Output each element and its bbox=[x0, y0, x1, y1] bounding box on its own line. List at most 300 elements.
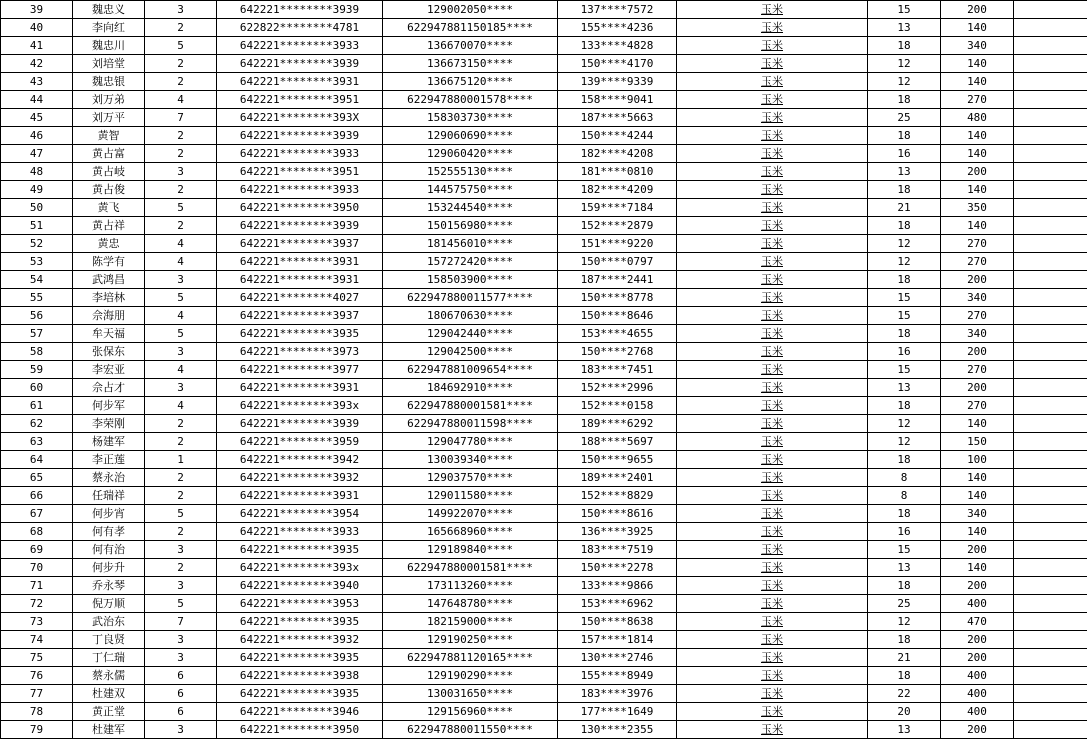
phone-cell[interactable]: 158****9041 bbox=[558, 91, 677, 109]
serial-number-cell[interactable]: 54 bbox=[1, 271, 73, 289]
name-cell[interactable]: 丁良贤 bbox=[73, 631, 145, 649]
amount-cell[interactable]: 400 bbox=[941, 667, 1014, 685]
remark-cell[interactable] bbox=[1014, 343, 1087, 361]
bank-account-cell[interactable]: 136675120**** bbox=[383, 73, 558, 91]
serial-number-cell[interactable]: 61 bbox=[1, 397, 73, 415]
crop-cell[interactable]: 玉米 bbox=[677, 163, 868, 181]
area-cell[interactable]: 13 bbox=[868, 379, 941, 397]
bank-account-cell[interactable]: 152555130**** bbox=[383, 163, 558, 181]
amount-cell[interactable]: 470 bbox=[941, 613, 1014, 631]
bank-account-cell[interactable]: 147648780**** bbox=[383, 595, 558, 613]
id-card-cell[interactable]: 642221********3959 bbox=[217, 433, 383, 451]
crop-cell[interactable]: 玉米 bbox=[677, 523, 868, 541]
area-cell[interactable]: 16 bbox=[868, 145, 941, 163]
bank-account-cell[interactable]: 129037570**** bbox=[383, 469, 558, 487]
remark-cell[interactable] bbox=[1014, 37, 1087, 55]
name-cell[interactable]: 陈学有 bbox=[73, 253, 145, 271]
crop-cell[interactable]: 玉米 bbox=[677, 613, 868, 631]
remark-cell[interactable] bbox=[1014, 253, 1087, 271]
remark-cell[interactable] bbox=[1014, 145, 1087, 163]
serial-number-cell[interactable]: 55 bbox=[1, 289, 73, 307]
remark-cell[interactable] bbox=[1014, 559, 1087, 577]
household-members-cell[interactable]: 2 bbox=[145, 559, 217, 577]
crop-cell[interactable]: 玉米 bbox=[677, 415, 868, 433]
bank-account-cell[interactable]: 153244540**** bbox=[383, 199, 558, 217]
id-card-cell[interactable]: 642221********3950 bbox=[217, 721, 383, 739]
bank-account-cell[interactable]: 184692910**** bbox=[383, 379, 558, 397]
remark-cell[interactable] bbox=[1014, 487, 1087, 505]
bank-account-cell[interactable]: 158503900**** bbox=[383, 271, 558, 289]
serial-number-cell[interactable]: 78 bbox=[1, 703, 73, 721]
serial-number-cell[interactable]: 65 bbox=[1, 469, 73, 487]
remark-cell[interactable] bbox=[1014, 415, 1087, 433]
remark-cell[interactable] bbox=[1014, 55, 1087, 73]
household-members-cell[interactable]: 2 bbox=[145, 55, 217, 73]
area-cell[interactable]: 13 bbox=[868, 19, 941, 37]
phone-cell[interactable]: 130****2746 bbox=[558, 649, 677, 667]
id-card-cell[interactable]: 642221********3939 bbox=[217, 1, 383, 19]
household-members-cell[interactable]: 3 bbox=[145, 577, 217, 595]
remark-cell[interactable] bbox=[1014, 685, 1087, 703]
area-cell[interactable]: 13 bbox=[868, 721, 941, 739]
id-card-cell[interactable]: 642221********3939 bbox=[217, 55, 383, 73]
crop-cell[interactable]: 玉米 bbox=[677, 19, 868, 37]
crop-cell[interactable]: 玉米 bbox=[677, 721, 868, 739]
area-cell[interactable]: 12 bbox=[868, 55, 941, 73]
amount-cell[interactable]: 140 bbox=[941, 415, 1014, 433]
name-cell[interactable]: 何步宵 bbox=[73, 505, 145, 523]
name-cell[interactable]: 黄正堂 bbox=[73, 703, 145, 721]
id-card-cell[interactable]: 642221********4027 bbox=[217, 289, 383, 307]
household-members-cell[interactable]: 3 bbox=[145, 379, 217, 397]
crop-cell[interactable]: 玉米 bbox=[677, 199, 868, 217]
area-cell[interactable]: 25 bbox=[868, 109, 941, 127]
household-members-cell[interactable]: 2 bbox=[145, 487, 217, 505]
id-card-cell[interactable]: 642221********3935 bbox=[217, 685, 383, 703]
area-cell[interactable]: 21 bbox=[868, 649, 941, 667]
phone-cell[interactable]: 151****9220 bbox=[558, 235, 677, 253]
bank-account-cell[interactable]: 622947880001581**** bbox=[383, 559, 558, 577]
household-members-cell[interactable]: 1 bbox=[145, 451, 217, 469]
area-cell[interactable]: 15 bbox=[868, 289, 941, 307]
phone-cell[interactable]: 150****8616 bbox=[558, 505, 677, 523]
phone-cell[interactable]: 130****2355 bbox=[558, 721, 677, 739]
area-cell[interactable]: 12 bbox=[868, 415, 941, 433]
amount-cell[interactable]: 200 bbox=[941, 1, 1014, 19]
remark-cell[interactable] bbox=[1014, 181, 1087, 199]
area-cell[interactable]: 18 bbox=[868, 217, 941, 235]
area-cell[interactable]: 12 bbox=[868, 433, 941, 451]
area-cell[interactable]: 8 bbox=[868, 487, 941, 505]
serial-number-cell[interactable]: 53 bbox=[1, 253, 73, 271]
serial-number-cell[interactable]: 41 bbox=[1, 37, 73, 55]
household-members-cell[interactable]: 6 bbox=[145, 685, 217, 703]
name-cell[interactable]: 武鸿昌 bbox=[73, 271, 145, 289]
amount-cell[interactable]: 140 bbox=[941, 19, 1014, 37]
serial-number-cell[interactable]: 56 bbox=[1, 307, 73, 325]
id-card-cell[interactable]: 642221********393x bbox=[217, 559, 383, 577]
area-cell[interactable]: 13 bbox=[868, 163, 941, 181]
bank-account-cell[interactable]: 129002050**** bbox=[383, 1, 558, 19]
name-cell[interactable]: 魏忠义 bbox=[73, 1, 145, 19]
id-card-cell[interactable]: 642221********3931 bbox=[217, 379, 383, 397]
phone-cell[interactable]: 189****6292 bbox=[558, 415, 677, 433]
id-card-cell[interactable]: 642221********3946 bbox=[217, 703, 383, 721]
serial-number-cell[interactable]: 49 bbox=[1, 181, 73, 199]
phone-cell[interactable]: 188****5697 bbox=[558, 433, 677, 451]
crop-cell[interactable]: 玉米 bbox=[677, 289, 868, 307]
bank-account-cell[interactable]: 144575750**** bbox=[383, 181, 558, 199]
id-card-cell[interactable]: 642221********3935 bbox=[217, 649, 383, 667]
phone-cell[interactable]: 150****4244 bbox=[558, 127, 677, 145]
id-card-cell[interactable]: 642221********3939 bbox=[217, 127, 383, 145]
remark-cell[interactable] bbox=[1014, 613, 1087, 631]
remark-cell[interactable] bbox=[1014, 199, 1087, 217]
area-cell[interactable]: 18 bbox=[868, 505, 941, 523]
area-cell[interactable]: 12 bbox=[868, 613, 941, 631]
household-members-cell[interactable]: 2 bbox=[145, 217, 217, 235]
household-members-cell[interactable]: 3 bbox=[145, 1, 217, 19]
name-cell[interactable]: 李宏亚 bbox=[73, 361, 145, 379]
amount-cell[interactable]: 340 bbox=[941, 37, 1014, 55]
serial-number-cell[interactable]: 46 bbox=[1, 127, 73, 145]
household-members-cell[interactable]: 3 bbox=[145, 649, 217, 667]
amount-cell[interactable]: 340 bbox=[941, 289, 1014, 307]
amount-cell[interactable]: 140 bbox=[941, 127, 1014, 145]
phone-cell[interactable]: 150****8638 bbox=[558, 613, 677, 631]
bank-account-cell[interactable]: 130031650**** bbox=[383, 685, 558, 703]
crop-cell[interactable]: 玉米 bbox=[677, 631, 868, 649]
crop-cell[interactable]: 玉米 bbox=[677, 127, 868, 145]
crop-cell[interactable]: 玉米 bbox=[677, 541, 868, 559]
phone-cell[interactable]: 155****4236 bbox=[558, 19, 677, 37]
name-cell[interactable]: 张保东 bbox=[73, 343, 145, 361]
area-cell[interactable]: 22 bbox=[868, 685, 941, 703]
serial-number-cell[interactable]: 71 bbox=[1, 577, 73, 595]
crop-cell[interactable]: 玉米 bbox=[677, 109, 868, 127]
name-cell[interactable]: 杨建军 bbox=[73, 433, 145, 451]
serial-number-cell[interactable]: 62 bbox=[1, 415, 73, 433]
crop-cell[interactable]: 玉米 bbox=[677, 91, 868, 109]
bank-account-cell[interactable]: 129190250**** bbox=[383, 631, 558, 649]
bank-account-cell[interactable]: 157272420**** bbox=[383, 253, 558, 271]
bank-account-cell[interactable]: 130039340**** bbox=[383, 451, 558, 469]
remark-cell[interactable] bbox=[1014, 19, 1087, 37]
household-members-cell[interactable]: 2 bbox=[145, 433, 217, 451]
name-cell[interactable]: 刘培堂 bbox=[73, 55, 145, 73]
household-members-cell[interactable]: 5 bbox=[145, 37, 217, 55]
name-cell[interactable]: 黄占岐 bbox=[73, 163, 145, 181]
area-cell[interactable]: 12 bbox=[868, 235, 941, 253]
area-cell[interactable]: 15 bbox=[868, 361, 941, 379]
area-cell[interactable]: 18 bbox=[868, 577, 941, 595]
amount-cell[interactable]: 200 bbox=[941, 379, 1014, 397]
name-cell[interactable]: 杜建军 bbox=[73, 721, 145, 739]
household-members-cell[interactable]: 4 bbox=[145, 235, 217, 253]
bank-account-cell[interactable]: 622947881150185**** bbox=[383, 19, 558, 37]
amount-cell[interactable]: 340 bbox=[941, 505, 1014, 523]
area-cell[interactable]: 18 bbox=[868, 37, 941, 55]
crop-cell[interactable]: 玉米 bbox=[677, 469, 868, 487]
id-card-cell[interactable]: 642221********3939 bbox=[217, 415, 383, 433]
household-members-cell[interactable]: 3 bbox=[145, 343, 217, 361]
phone-cell[interactable]: 150****8646 bbox=[558, 307, 677, 325]
name-cell[interactable]: 魏忠川 bbox=[73, 37, 145, 55]
remark-cell[interactable] bbox=[1014, 541, 1087, 559]
id-card-cell[interactable]: 642221********3942 bbox=[217, 451, 383, 469]
amount-cell[interactable]: 350 bbox=[941, 199, 1014, 217]
serial-number-cell[interactable]: 72 bbox=[1, 595, 73, 613]
id-card-cell[interactable]: 642221********3937 bbox=[217, 235, 383, 253]
remark-cell[interactable] bbox=[1014, 73, 1087, 91]
phone-cell[interactable]: 157****1814 bbox=[558, 631, 677, 649]
serial-number-cell[interactable]: 40 bbox=[1, 19, 73, 37]
household-members-cell[interactable]: 5 bbox=[145, 289, 217, 307]
area-cell[interactable]: 18 bbox=[868, 451, 941, 469]
area-cell[interactable]: 18 bbox=[868, 181, 941, 199]
name-cell[interactable]: 黄占祥 bbox=[73, 217, 145, 235]
crop-cell[interactable]: 玉米 bbox=[677, 253, 868, 271]
household-members-cell[interactable]: 2 bbox=[145, 73, 217, 91]
household-members-cell[interactable]: 7 bbox=[145, 109, 217, 127]
phone-cell[interactable]: 181****0810 bbox=[558, 163, 677, 181]
bank-account-cell[interactable]: 149922070**** bbox=[383, 505, 558, 523]
area-cell[interactable]: 25 bbox=[868, 595, 941, 613]
serial-number-cell[interactable]: 76 bbox=[1, 667, 73, 685]
household-members-cell[interactable]: 5 bbox=[145, 505, 217, 523]
amount-cell[interactable]: 200 bbox=[941, 649, 1014, 667]
name-cell[interactable]: 何有孝 bbox=[73, 523, 145, 541]
area-cell[interactable]: 18 bbox=[868, 397, 941, 415]
phone-cell[interactable]: 183****7519 bbox=[558, 541, 677, 559]
bank-account-cell[interactable]: 181456010**** bbox=[383, 235, 558, 253]
serial-number-cell[interactable]: 77 bbox=[1, 685, 73, 703]
area-cell[interactable]: 18 bbox=[868, 325, 941, 343]
serial-number-cell[interactable]: 47 bbox=[1, 145, 73, 163]
serial-number-cell[interactable]: 73 bbox=[1, 613, 73, 631]
phone-cell[interactable]: 150****9655 bbox=[558, 451, 677, 469]
amount-cell[interactable]: 150 bbox=[941, 433, 1014, 451]
id-card-cell[interactable]: 642221********3950 bbox=[217, 199, 383, 217]
id-card-cell[interactable]: 642221********3973 bbox=[217, 343, 383, 361]
crop-cell[interactable]: 玉米 bbox=[677, 307, 868, 325]
id-card-cell[interactable]: 642221********3937 bbox=[217, 307, 383, 325]
id-card-cell[interactable]: 642221********3977 bbox=[217, 361, 383, 379]
amount-cell[interactable]: 270 bbox=[941, 307, 1014, 325]
household-members-cell[interactable]: 5 bbox=[145, 199, 217, 217]
phone-cell[interactable]: 152****0158 bbox=[558, 397, 677, 415]
household-members-cell[interactable]: 6 bbox=[145, 703, 217, 721]
phone-cell[interactable]: 150****0797 bbox=[558, 253, 677, 271]
amount-cell[interactable]: 140 bbox=[941, 181, 1014, 199]
serial-number-cell[interactable]: 48 bbox=[1, 163, 73, 181]
crop-cell[interactable]: 玉米 bbox=[677, 1, 868, 19]
id-card-cell[interactable]: 642221********3931 bbox=[217, 271, 383, 289]
amount-cell[interactable]: 200 bbox=[941, 271, 1014, 289]
amount-cell[interactable]: 400 bbox=[941, 595, 1014, 613]
amount-cell[interactable]: 200 bbox=[941, 343, 1014, 361]
id-card-cell[interactable]: 642221********3933 bbox=[217, 181, 383, 199]
area-cell[interactable]: 18 bbox=[868, 271, 941, 289]
id-card-cell[interactable]: 642221********3940 bbox=[217, 577, 383, 595]
remark-cell[interactable] bbox=[1014, 235, 1087, 253]
household-members-cell[interactable]: 4 bbox=[145, 361, 217, 379]
name-cell[interactable]: 李荣刚 bbox=[73, 415, 145, 433]
amount-cell[interactable]: 140 bbox=[941, 145, 1014, 163]
id-card-cell[interactable]: 642221********3953 bbox=[217, 595, 383, 613]
bank-account-cell[interactable]: 129042500**** bbox=[383, 343, 558, 361]
household-members-cell[interactable]: 3 bbox=[145, 631, 217, 649]
household-members-cell[interactable]: 2 bbox=[145, 145, 217, 163]
phone-cell[interactable]: 153****4655 bbox=[558, 325, 677, 343]
bank-account-cell[interactable]: 129156960**** bbox=[383, 703, 558, 721]
crop-cell[interactable]: 玉米 bbox=[677, 217, 868, 235]
crop-cell[interactable]: 玉米 bbox=[677, 379, 868, 397]
name-cell[interactable]: 佘海朋 bbox=[73, 307, 145, 325]
phone-cell[interactable]: 150****4170 bbox=[558, 55, 677, 73]
area-cell[interactable]: 18 bbox=[868, 631, 941, 649]
amount-cell[interactable]: 270 bbox=[941, 361, 1014, 379]
serial-number-cell[interactable]: 45 bbox=[1, 109, 73, 127]
name-cell[interactable]: 李正莲 bbox=[73, 451, 145, 469]
serial-number-cell[interactable]: 58 bbox=[1, 343, 73, 361]
household-members-cell[interactable]: 7 bbox=[145, 613, 217, 631]
name-cell[interactable]: 李向红 bbox=[73, 19, 145, 37]
id-card-cell[interactable]: 642221********3954 bbox=[217, 505, 383, 523]
area-cell[interactable]: 16 bbox=[868, 523, 941, 541]
name-cell[interactable]: 任瑞祥 bbox=[73, 487, 145, 505]
remark-cell[interactable] bbox=[1014, 217, 1087, 235]
name-cell[interactable]: 何步升 bbox=[73, 559, 145, 577]
serial-number-cell[interactable]: 66 bbox=[1, 487, 73, 505]
household-members-cell[interactable]: 2 bbox=[145, 469, 217, 487]
phone-cell[interactable]: 183****3976 bbox=[558, 685, 677, 703]
amount-cell[interactable]: 340 bbox=[941, 325, 1014, 343]
phone-cell[interactable]: 150****2278 bbox=[558, 559, 677, 577]
name-cell[interactable]: 黄飞 bbox=[73, 199, 145, 217]
area-cell[interactable]: 13 bbox=[868, 559, 941, 577]
serial-number-cell[interactable]: 70 bbox=[1, 559, 73, 577]
crop-cell[interactable]: 玉米 bbox=[677, 37, 868, 55]
amount-cell[interactable]: 270 bbox=[941, 253, 1014, 271]
household-members-cell[interactable]: 3 bbox=[145, 541, 217, 559]
phone-cell[interactable]: 137****7572 bbox=[558, 1, 677, 19]
area-cell[interactable]: 8 bbox=[868, 469, 941, 487]
remark-cell[interactable] bbox=[1014, 91, 1087, 109]
bank-account-cell[interactable]: 129047780**** bbox=[383, 433, 558, 451]
crop-cell[interactable]: 玉米 bbox=[677, 271, 868, 289]
crop-cell[interactable]: 玉米 bbox=[677, 343, 868, 361]
amount-cell[interactable]: 100 bbox=[941, 451, 1014, 469]
id-card-cell[interactable]: 642221********3931 bbox=[217, 487, 383, 505]
serial-number-cell[interactable]: 63 bbox=[1, 433, 73, 451]
bank-account-cell[interactable]: 136670070**** bbox=[383, 37, 558, 55]
amount-cell[interactable]: 140 bbox=[941, 217, 1014, 235]
id-card-cell[interactable]: 642221********3932 bbox=[217, 469, 383, 487]
area-cell[interactable]: 15 bbox=[868, 541, 941, 559]
remark-cell[interactable] bbox=[1014, 271, 1087, 289]
crop-cell[interactable]: 玉米 bbox=[677, 55, 868, 73]
household-members-cell[interactable]: 2 bbox=[145, 181, 217, 199]
phone-cell[interactable]: 139****9339 bbox=[558, 73, 677, 91]
remark-cell[interactable] bbox=[1014, 361, 1087, 379]
remark-cell[interactable] bbox=[1014, 325, 1087, 343]
crop-cell[interactable]: 玉米 bbox=[677, 433, 868, 451]
id-card-cell[interactable]: 622822********4781 bbox=[217, 19, 383, 37]
bank-account-cell[interactable]: 622947880001578**** bbox=[383, 91, 558, 109]
serial-number-cell[interactable]: 43 bbox=[1, 73, 73, 91]
crop-cell[interactable]: 玉米 bbox=[677, 397, 868, 415]
crop-cell[interactable]: 玉米 bbox=[677, 559, 868, 577]
name-cell[interactable]: 佘占才 bbox=[73, 379, 145, 397]
area-cell[interactable]: 18 bbox=[868, 667, 941, 685]
phone-cell[interactable]: 153****6962 bbox=[558, 595, 677, 613]
id-card-cell[interactable]: 642221********3931 bbox=[217, 73, 383, 91]
remark-cell[interactable] bbox=[1014, 451, 1087, 469]
area-cell[interactable]: 15 bbox=[868, 307, 941, 325]
household-members-cell[interactable]: 3 bbox=[145, 271, 217, 289]
amount-cell[interactable]: 200 bbox=[941, 631, 1014, 649]
household-members-cell[interactable]: 2 bbox=[145, 523, 217, 541]
amount-cell[interactable]: 140 bbox=[941, 487, 1014, 505]
serial-number-cell[interactable]: 51 bbox=[1, 217, 73, 235]
serial-number-cell[interactable]: 57 bbox=[1, 325, 73, 343]
household-members-cell[interactable]: 4 bbox=[145, 91, 217, 109]
remark-cell[interactable] bbox=[1014, 667, 1087, 685]
serial-number-cell[interactable]: 60 bbox=[1, 379, 73, 397]
phone-cell[interactable]: 133****4828 bbox=[558, 37, 677, 55]
remark-cell[interactable] bbox=[1014, 163, 1087, 181]
phone-cell[interactable]: 152****2879 bbox=[558, 217, 677, 235]
name-cell[interactable]: 黄智 bbox=[73, 127, 145, 145]
remark-cell[interactable] bbox=[1014, 109, 1087, 127]
phone-cell[interactable]: 136****3925 bbox=[558, 523, 677, 541]
name-cell[interactable]: 蔡永治 bbox=[73, 469, 145, 487]
phone-cell[interactable]: 152****8829 bbox=[558, 487, 677, 505]
remark-cell[interactable] bbox=[1014, 703, 1087, 721]
name-cell[interactable]: 何有治 bbox=[73, 541, 145, 559]
phone-cell[interactable]: 150****8778 bbox=[558, 289, 677, 307]
bank-account-cell[interactable]: 622947881120165**** bbox=[383, 649, 558, 667]
remark-cell[interactable] bbox=[1014, 577, 1087, 595]
id-card-cell[interactable]: 642221********3935 bbox=[217, 541, 383, 559]
name-cell[interactable]: 刘万弟 bbox=[73, 91, 145, 109]
id-card-cell[interactable]: 642221********3935 bbox=[217, 325, 383, 343]
amount-cell[interactable]: 270 bbox=[941, 235, 1014, 253]
remark-cell[interactable] bbox=[1014, 721, 1087, 739]
phone-cell[interactable]: 187****5663 bbox=[558, 109, 677, 127]
area-cell[interactable]: 12 bbox=[868, 73, 941, 91]
bank-account-cell[interactable]: 622947880011550**** bbox=[383, 721, 558, 739]
crop-cell[interactable]: 玉米 bbox=[677, 325, 868, 343]
bank-account-cell[interactable]: 622947880011577**** bbox=[383, 289, 558, 307]
id-card-cell[interactable]: 642221********3939 bbox=[217, 217, 383, 235]
area-cell[interactable]: 15 bbox=[868, 1, 941, 19]
serial-number-cell[interactable]: 74 bbox=[1, 631, 73, 649]
household-members-cell[interactable]: 5 bbox=[145, 595, 217, 613]
amount-cell[interactable]: 140 bbox=[941, 73, 1014, 91]
phone-cell[interactable]: 189****2401 bbox=[558, 469, 677, 487]
serial-number-cell[interactable]: 75 bbox=[1, 649, 73, 667]
name-cell[interactable]: 李培林 bbox=[73, 289, 145, 307]
id-card-cell[interactable]: 642221********3931 bbox=[217, 253, 383, 271]
id-card-cell[interactable]: 642221********3951 bbox=[217, 91, 383, 109]
name-cell[interactable]: 刘万平 bbox=[73, 109, 145, 127]
crop-cell[interactable]: 玉米 bbox=[677, 73, 868, 91]
crop-cell[interactable]: 玉米 bbox=[677, 667, 868, 685]
name-cell[interactable]: 牟天福 bbox=[73, 325, 145, 343]
bank-account-cell[interactable]: 622947880011598**** bbox=[383, 415, 558, 433]
